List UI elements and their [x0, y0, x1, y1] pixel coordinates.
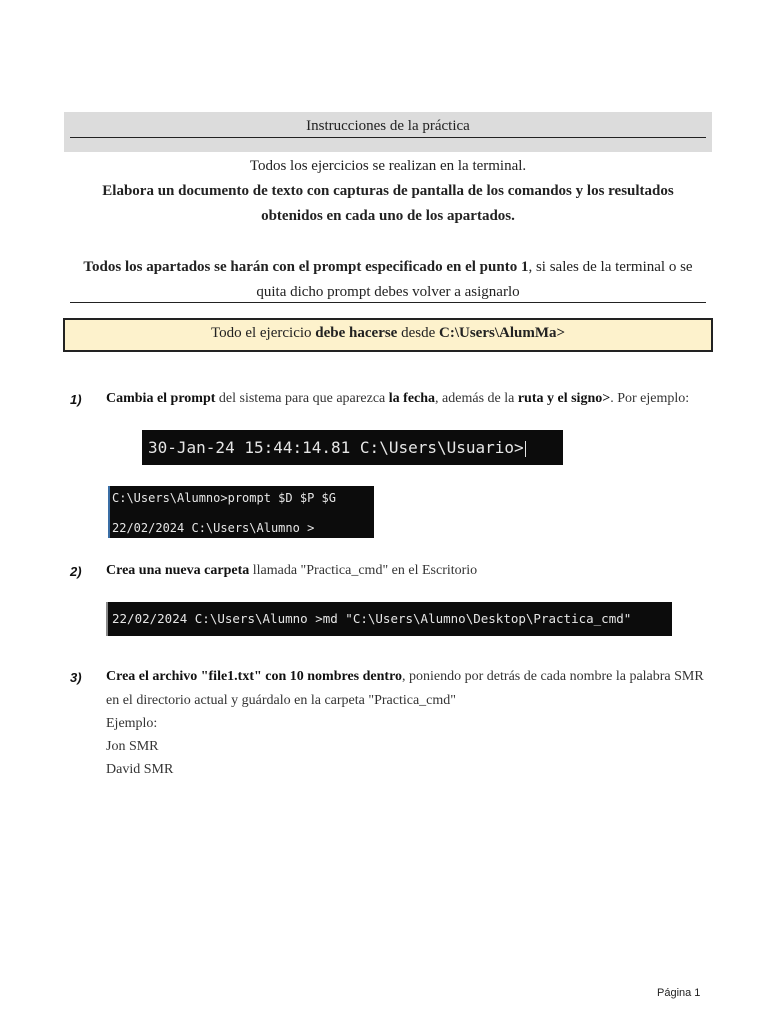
page-title: Instrucciones de la práctica: [306, 118, 470, 134]
item-text-3: [106, 669, 704, 685]
cursor-icon: [525, 441, 526, 457]
header-divider: [70, 137, 706, 138]
item-3-example-2: David SMR: [106, 762, 174, 777]
terminal-2-line-1: C:\Users\Alumno>prompt $D $P $G: [112, 491, 336, 505]
notice-bold-1: debe hacerse: [315, 325, 398, 341]
item-3-example-1: Jon SMR: [106, 739, 159, 754]
item-number-2: 2): [70, 564, 82, 579]
intro-line-4-bold: Todos los apartados se harán con el prompt especificado en el punto 1: [83, 259, 529, 275]
item-1-text-a: del sistema para que aparezca: [215, 391, 389, 406]
item-1-text-b: , además de la: [435, 391, 518, 406]
item-3-continuation: en el directorio actual y guárdalo en la carpeta "Practica_cmd": [106, 693, 456, 708]
terminal-1-text: 30-Jan-24 15:44:14.81 C:\Users\Usuario>: [148, 438, 524, 457]
item-2-text-a: llamada "Practica_cmd" en el Escritorio: [249, 563, 478, 578]
intro-line-4-rest: , si sales de la terminal o se: [528, 259, 693, 275]
notice-pre: Todo el ejercicio: [210, 325, 316, 341]
item-3-bold-a: Crea el archivo "file1.txt" con 10 nombres dentro: [106, 669, 403, 684]
terminal-screenshot-3: [106, 602, 672, 636]
intro-line-4: [64, 259, 712, 276]
terminal-3-text: 22/02/2024 C:\Users\Alumno >md "C:\Users\Alumno\Desktop\Practica_cmd": [112, 611, 632, 626]
item-1-bold-c: ruta y el signo>: [517, 391, 611, 406]
item-3-text-a: , poniendo por detrás de cada nombre la palabra SMR: [402, 669, 704, 684]
terminal-2-line-2: 22/02/2024 C:\Users\Alumno >: [112, 521, 315, 535]
page-number: Página 1: [657, 987, 701, 999]
intro-line-1: Todos los ejercicios se realizan en la terminal.: [249, 158, 527, 174]
item-text-1: [106, 391, 689, 407]
item-3-example-label: Ejemplo:: [106, 716, 158, 731]
item-1-text-c: . Por ejemplo:: [610, 391, 690, 406]
intro-line-3: obtenidos en cada uno de los apartados.: [261, 208, 515, 224]
item-1-bold-b: la fecha: [388, 391, 436, 406]
notice-mid: desde: [397, 325, 439, 341]
terminal-screenshot-2: [108, 486, 374, 538]
notice-text: [64, 325, 712, 342]
notice-path: C:\Users\AlumMa>: [439, 325, 566, 341]
item-number-1: 1): [70, 392, 82, 407]
terminal-screenshot-1: [142, 430, 563, 465]
intro-divider: [70, 302, 706, 303]
item-number-3: 3): [70, 670, 82, 685]
intro-line-5: quita dicho prompt debes volver a asignarlo: [256, 284, 520, 300]
intro-line-2: Elabora un documento de texto con capturas de pantalla de los comandos y los resultados: [102, 183, 674, 199]
item-1-bold-a: Cambia el prompt: [106, 391, 216, 406]
item-text-2: [106, 563, 477, 579]
item-2-bold-a: Crea una nueva carpeta: [106, 563, 250, 578]
